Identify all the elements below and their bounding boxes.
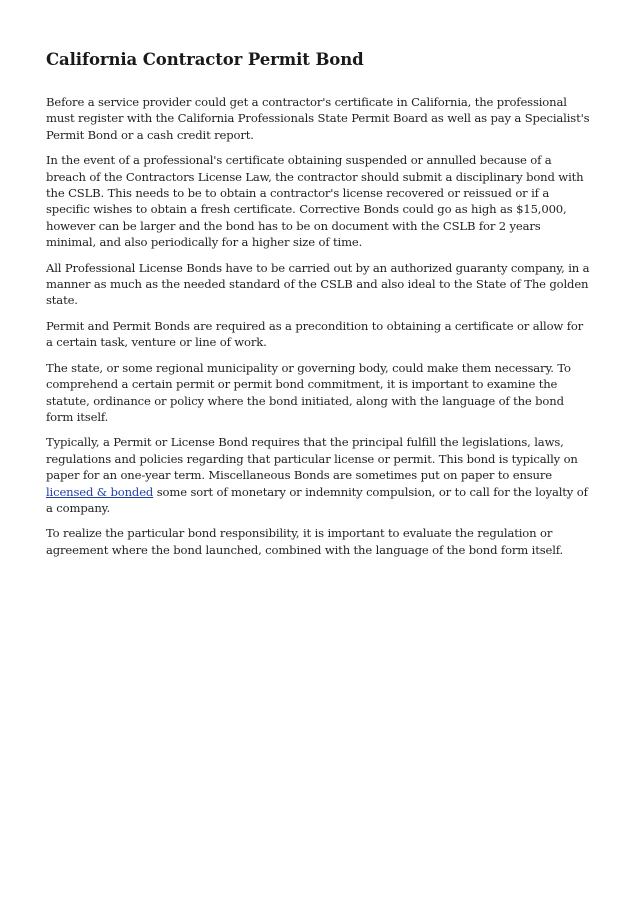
paragraph-1: Before a service provider could get a contractor's certificate in California, the professional must register with the California Professionals State Permit Board as well as pay a Specialist's Permit Bond or a cash credit report. bbox=[46, 95, 590, 142]
paragraph-6-text-before-link: Typically, a Permit or License Bond requires that the principal fulfill the legislations, laws, regulations and policies regarding that particular license or permit. This bond is typically on paper for an one-year term. Miscellaneous Bonds are sometimes put on paper to ensure bbox=[46, 435, 578, 483]
paragraph-4: Permit and Permit Bonds are required as a precondition to obtaining a certificate or allow for a certain task, venture or line of work. bbox=[46, 318, 584, 350]
paragraph-6 bbox=[46, 434, 592, 516]
paragraph-7: To realize the particular bond responsibility, it is important to evaluate the regulation or agreement where the bond launched, combined with the language of the bond form itself. bbox=[46, 526, 564, 557]
document-page bbox=[46, 48, 592, 567]
paragraph-2: In the event of a professional's certificate obtaining suspended or annulled because of a breach of the Contractors License Law, the contractor should submit a disciplinary bond with the CSLB. This needs to be to obtain a contractor's license recovered or reissued or if a specific wishes to obtain a fresh certificate. Corrective Bonds could go as high as $15,000, however can be larger and the bond has to be on document with the CSLB for 2 years minimal, and also periodically for a higher size of time. bbox=[46, 153, 584, 250]
paragraph-3: All Professional License Bonds have to be carried out by an authorized guaranty company, in a manner as much as the needed standard of the CSLB and also ideal to the State of The golden state. bbox=[46, 260, 590, 308]
document-title: California Contractor Permit Bond bbox=[46, 50, 364, 69]
paragraph-6-text-after-link: some sort of monetary or indemnity compulsion, or to call for the loyalty of a company. bbox=[46, 484, 588, 515]
paragraph-5: The state, or some regional municipality or governing body, could make them necessary. To comprehend a certain permit or permit bond commitment, it is important to examine the statute, ordinance or policy where the bond initiated, along with the language of the bond form itself. bbox=[46, 360, 571, 424]
licensed-bonded-link[interactable]: licensed & bonded bbox=[46, 484, 154, 499]
